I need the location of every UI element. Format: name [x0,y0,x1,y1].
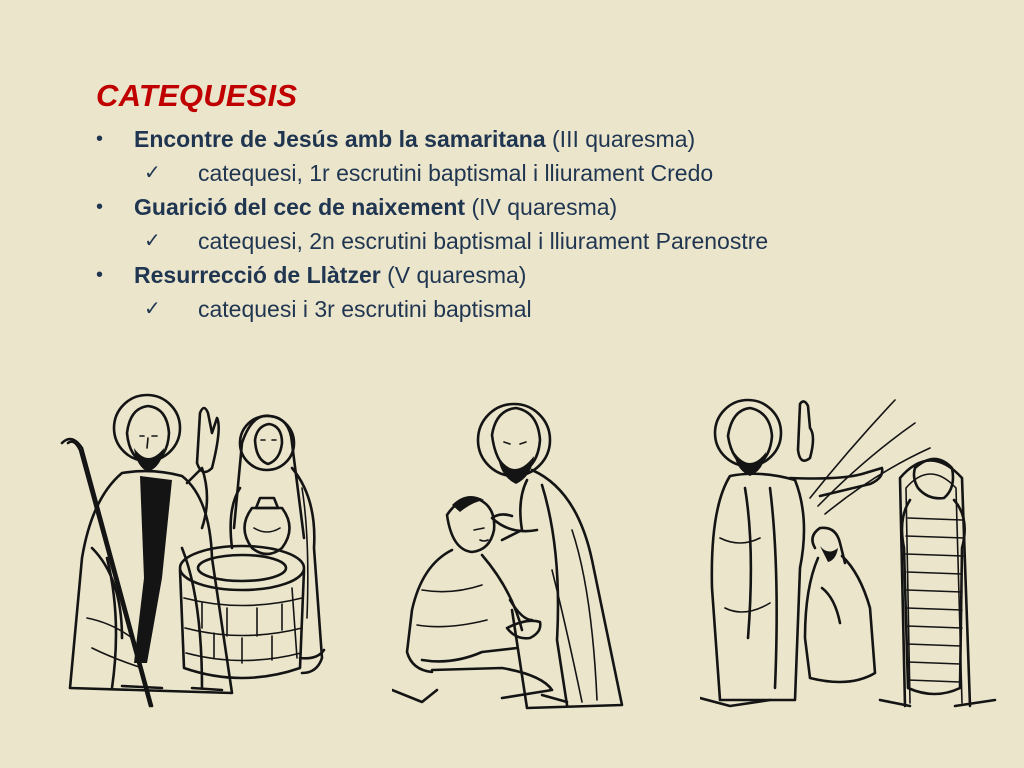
list-item-bold: Encontre de Jesús amb la samaritana [134,126,546,152]
jesus-samaritan-woman-at-well-illustration [52,388,337,713]
sub-item [96,292,996,326]
checkmark-icon: ✓ [144,230,161,252]
list-item-bold: Resurrecció de Llàtzer [134,262,381,288]
list-item [96,122,996,156]
sub-item [96,224,996,258]
list-item-text [134,190,617,224]
list-item-rest: (IV quaresma) [465,194,618,220]
list-item-text [134,258,526,292]
list-item [96,190,996,224]
checkmark-icon: ✓ [144,298,161,320]
sub-item-text: catequesi, 1r escrutini baptismal i lliurament Credo [198,160,714,186]
list-item-text [134,122,695,156]
bullet-icon: • [96,128,104,150]
slide-title: CATEQUESIS [96,78,298,113]
bullet-icon: • [96,196,104,218]
list-item-rest: (III quaresma) [545,126,696,152]
bullet-list [96,122,996,326]
sub-item-text: catequesi, 2n escrutini baptismal i lliurament Parenostre [198,228,769,254]
checkmark-icon: ✓ [144,162,161,184]
sub-item-text: catequesi i 3r escrutini baptismal [198,296,532,322]
list-item-rest: (V quaresma) [380,262,527,288]
list-item [96,258,996,292]
sub-item [96,156,996,190]
bullet-icon: • [96,264,104,286]
raising-of-lazarus-illustration [700,388,1000,713]
list-item-bold: Guarició del cec de naixement [134,194,466,220]
jesus-healing-blind-man-illustration [392,390,637,715]
